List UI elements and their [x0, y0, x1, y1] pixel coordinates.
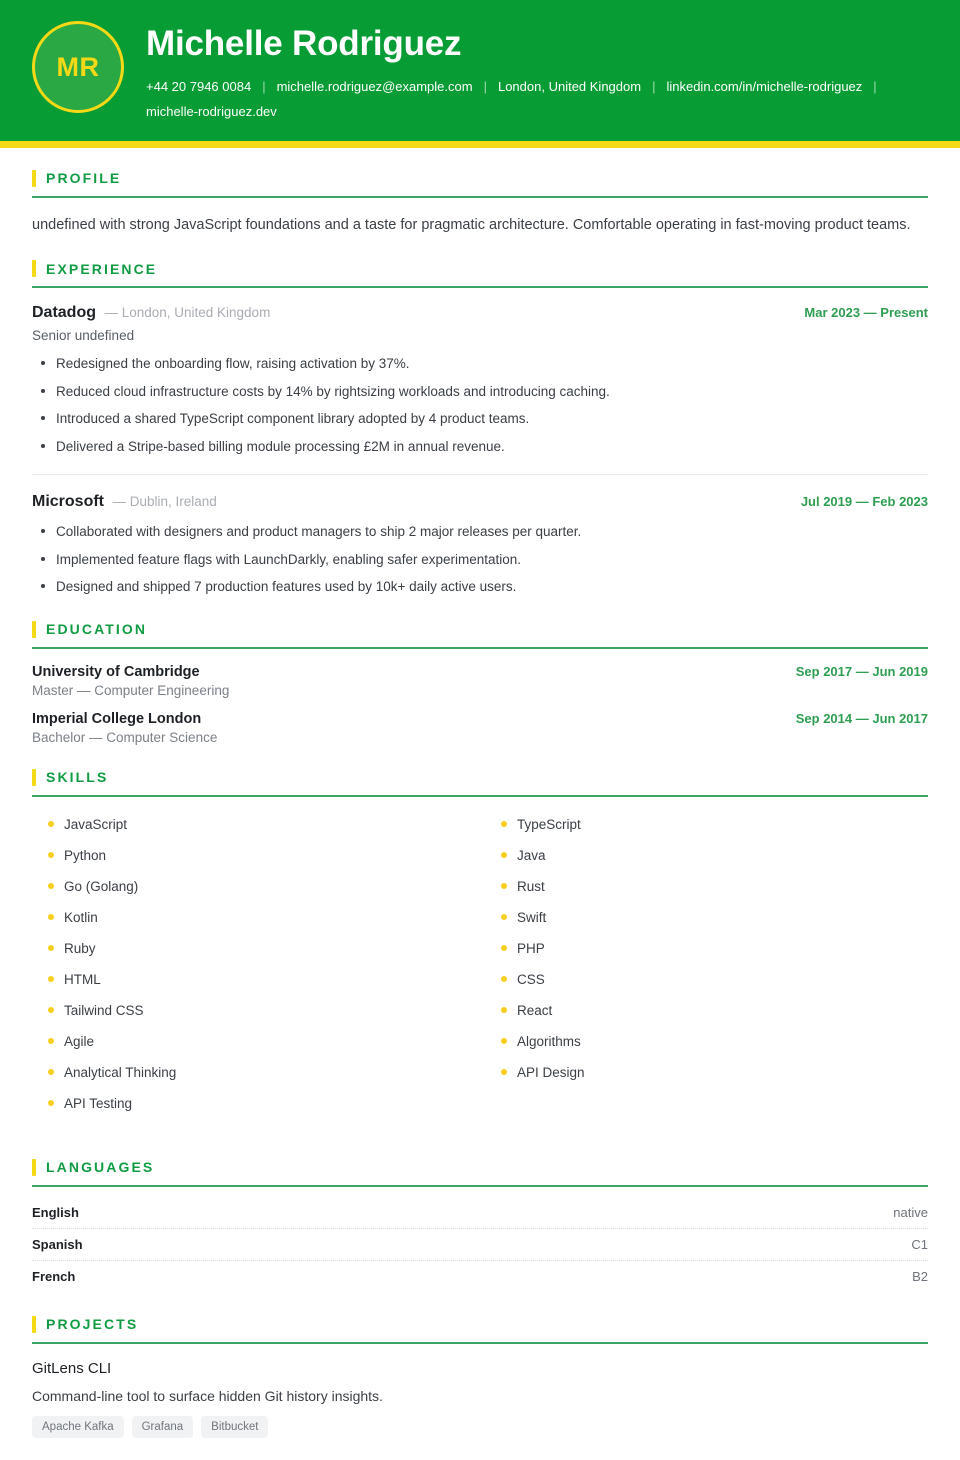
language-level: native	[893, 1204, 928, 1220]
language-name: French	[32, 1268, 76, 1284]
skill-item	[485, 809, 928, 840]
section-education-heading	[32, 621, 928, 638]
experience-bullet: Designed and shipped 7 production features used by 10k+ daily active users.	[54, 577, 928, 597]
contact-separator-icon: |	[873, 79, 877, 95]
section-skills-heading	[32, 769, 928, 786]
section-title: SKILLS	[46, 769, 109, 786]
skill-bullet-icon	[48, 976, 54, 982]
skill-label: TypeScript	[517, 816, 581, 832]
skill-item	[485, 902, 928, 933]
language-name: English	[32, 1204, 79, 1220]
education-entry-header	[32, 711, 928, 727]
resume-header	[0, 0, 960, 141]
skill-label: Go (Golang)	[64, 878, 139, 894]
experience-bullet-list	[32, 354, 928, 456]
avatar-initials: MR	[56, 51, 100, 82]
skill-label: Agile	[64, 1033, 95, 1049]
experience-bullet: Reduced cloud infrastructure costs by 14% by rightsizing workloads and introducing caching.	[54, 382, 928, 402]
skill-label: Swift	[517, 909, 547, 925]
contact-website[interactable]: michelle-rodriguez.dev	[146, 103, 277, 119]
skill-label: PHP	[517, 940, 545, 956]
company-location: — Dublin, Ireland	[112, 494, 217, 510]
skill-item	[485, 871, 928, 902]
experience-bullet-list	[32, 522, 928, 597]
skill-item	[32, 902, 475, 933]
section-profile-heading	[32, 170, 928, 187]
contact-separator-icon: |	[652, 79, 656, 95]
project-tag: Grafana	[132, 1416, 194, 1438]
section-title: PROJECTS	[46, 1316, 139, 1333]
experience-dates: Mar 2023 — Present	[804, 305, 928, 321]
skill-bullet-icon	[48, 821, 54, 827]
section-title: EDUCATION	[46, 621, 148, 638]
experience-entry	[32, 474, 928, 597]
skill-label: Tailwind CSS	[64, 1002, 144, 1018]
skill-bullet-icon	[501, 852, 507, 858]
skill-label: HTML	[64, 971, 101, 987]
skill-label: Rust	[517, 878, 545, 894]
skill-item	[485, 995, 928, 1026]
section-accent-bar	[32, 170, 36, 187]
skill-label: CSS	[517, 971, 545, 987]
section-experience-heading	[32, 260, 928, 277]
resume-body	[0, 170, 960, 1460]
skill-item	[32, 1057, 475, 1088]
header-accent-bar	[0, 141, 960, 148]
skill-bullet-icon	[48, 1038, 54, 1044]
education-dates: Sep 2017 — Jun 2019	[795, 663, 928, 679]
experience-entry-header	[32, 304, 928, 322]
language-row	[32, 1197, 928, 1229]
skill-bullet-icon	[501, 945, 507, 951]
section-divider	[32, 795, 928, 797]
contact-row	[146, 75, 928, 124]
contact-phone[interactable]: +44 20 7946 0084	[146, 79, 252, 95]
project-description: Command-line tool to surface hidden Git history insights.	[32, 1387, 383, 1404]
skill-item	[32, 871, 475, 902]
experience-bullet: Delivered a Stripe-based billing module processing £2M in annual revenue.	[54, 437, 928, 457]
degree-name: Bachelor — Computer Science	[32, 729, 218, 745]
skill-item	[32, 840, 475, 871]
skill-bullet-icon	[501, 1038, 507, 1044]
company-name: Datadog	[32, 304, 96, 322]
school-name: Imperial College London	[32, 710, 202, 727]
skill-item	[32, 809, 475, 840]
experience-bullet: Collaborated with designers and product managers to ship 2 major releases per quarter.	[54, 522, 928, 542]
education-entry	[32, 698, 928, 745]
project-tag: Apache Kafka	[32, 1416, 124, 1438]
skill-label: React	[517, 1002, 553, 1018]
language-list	[32, 1197, 928, 1292]
contact-linkedin[interactable]: linkedin.com/in/michelle-rodriguez	[666, 79, 863, 95]
skill-label: API Testing	[64, 1095, 133, 1111]
skill-bullet-icon	[501, 976, 507, 982]
skill-bullet-icon	[501, 914, 507, 920]
skill-bullet-icon	[48, 914, 54, 920]
section-accent-bar	[32, 1159, 36, 1176]
section-divider	[32, 1185, 928, 1187]
section-accent-bar	[32, 260, 36, 277]
skill-bullet-icon	[48, 852, 54, 858]
section-title: EXPERIENCE	[46, 260, 158, 277]
experience-entry-title	[32, 304, 270, 322]
skill-item	[485, 964, 928, 995]
project-entry	[32, 1344, 928, 1438]
project-name: GitLens CLI	[32, 1359, 112, 1377]
skills-grid	[32, 809, 928, 1135]
experience-entry-title	[32, 493, 217, 511]
skill-label: Ruby	[64, 940, 96, 956]
section-accent-bar	[32, 1316, 36, 1333]
skill-label: Python	[64, 847, 107, 863]
skill-label: Kotlin	[64, 909, 98, 925]
education-entry-header	[32, 664, 928, 680]
degree-name: Master — Computer Engineering	[32, 682, 230, 698]
experience-bullet: Implemented feature flags with LaunchDarkly, enabling safer experimentation.	[54, 550, 928, 570]
skill-item	[32, 1088, 475, 1119]
skill-label: Algorithms	[517, 1033, 581, 1049]
section-divider	[32, 196, 928, 198]
skill-label: Analytical Thinking	[64, 1064, 177, 1080]
section-projects	[32, 1316, 928, 1438]
skill-bullet-icon	[48, 883, 54, 889]
section-education	[32, 621, 928, 745]
skill-label: Java	[517, 847, 546, 863]
skill-item	[32, 1026, 475, 1057]
section-languages-heading	[32, 1159, 928, 1176]
contact-email[interactable]: michelle.rodriguez@example.com	[276, 79, 473, 95]
language-row	[32, 1261, 928, 1292]
school-name: University of Cambridge	[32, 663, 200, 680]
skill-label: API Design	[517, 1064, 585, 1080]
skill-label: JavaScript	[64, 816, 128, 832]
language-name: Spanish	[32, 1236, 83, 1252]
skill-item	[32, 995, 475, 1026]
skill-bullet-icon	[48, 1007, 54, 1013]
language-row	[32, 1229, 928, 1261]
profile-summary: undefined with strong JavaScript foundations and a taste for pragmatic architecture. Comfortable operating in fast-moving product teams.	[32, 216, 911, 233]
skill-bullet-icon	[501, 883, 507, 889]
experience-dates: Jul 2019 — Feb 2023	[800, 494, 928, 510]
section-accent-bar	[32, 621, 36, 638]
skill-bullet-icon	[48, 945, 54, 951]
experience-bullet: Redesigned the onboarding flow, raising activation by 37%.	[54, 354, 928, 374]
section-projects-heading	[32, 1316, 928, 1333]
avatar	[32, 21, 124, 113]
section-title: LANGUAGES	[46, 1159, 155, 1176]
education-dates: Sep 2014 — Jun 2017	[795, 710, 928, 726]
section-title: PROFILE	[46, 170, 122, 187]
section-profile	[32, 170, 928, 236]
contact-location: London, United Kingdom	[497, 79, 642, 95]
language-level: C1	[911, 1236, 928, 1252]
skill-item	[485, 933, 928, 964]
section-languages	[32, 1159, 928, 1292]
skill-bullet-icon	[501, 1069, 507, 1075]
skill-bullet-icon	[48, 1069, 54, 1075]
experience-entry-header	[32, 493, 928, 511]
skill-item	[485, 840, 928, 871]
company-name: Microsoft	[32, 493, 104, 511]
section-experience	[32, 260, 928, 597]
skill-bullet-icon	[501, 821, 507, 827]
company-location: — London, United Kingdom	[104, 305, 271, 321]
experience-bullet: Introduced a shared TypeScript component library adopted by 4 product teams.	[54, 409, 928, 429]
education-entry	[32, 649, 928, 698]
project-tag-list	[32, 1416, 928, 1438]
skill-item	[485, 1057, 928, 1088]
candidate-name: Michelle Rodriguez	[146, 24, 462, 63]
job-title: Senior undefined	[32, 328, 135, 344]
skill-item	[32, 964, 475, 995]
section-accent-bar	[32, 769, 36, 786]
skill-item	[32, 933, 475, 964]
section-skills	[32, 769, 928, 1135]
skill-item	[485, 1026, 928, 1057]
language-level: B2	[912, 1268, 928, 1284]
skill-bullet-icon	[501, 1007, 507, 1013]
contact-separator-icon: |	[262, 79, 266, 95]
project-tag: Bitbucket	[201, 1416, 268, 1438]
experience-entry	[32, 288, 928, 456]
header-text-block	[146, 18, 928, 125]
skill-bullet-icon	[48, 1100, 54, 1106]
contact-separator-icon: |	[483, 79, 487, 95]
